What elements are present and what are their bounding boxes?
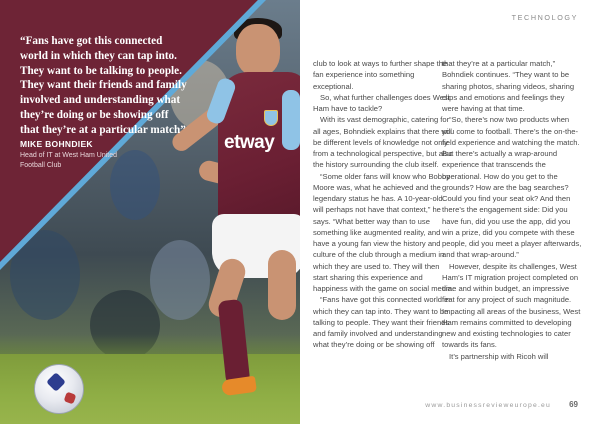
article-paragraph: It’s partnership with Ricoh will (449, 351, 549, 361)
article-paragraph: “Fans have got this connected world in which they can tap into. They want to be talking to people. They want their friends and family involved and understanding what they’re doing or be showing off (313, 295, 451, 350)
article-paragraph: “So, there’s now two products when you come to football. There’s the on-the-field experience and watching the match. But there’s actually a wrap-around experience that transcends the operational. How do you get to the grounds? How are the bag searches? Could you find your seat ok? And then there’s the engagement side: Did you have fun, did you use the app, did you win a prize, did you compete with these people, did you meet a player afterwards, and that wrap-around.” (442, 115, 582, 260)
section-label: TECHNOLOGY (511, 13, 578, 22)
player-left-sock (218, 299, 251, 385)
player-right-leg (268, 250, 296, 320)
quote-author: MIKE BOHNDIEK (20, 139, 93, 149)
quote-author-role: Head of IT at West Ham United Football Club (20, 152, 118, 169)
article-column-2 (442, 58, 582, 362)
player-left-boot (221, 376, 257, 397)
club-badge-icon (264, 110, 278, 126)
player-head (236, 24, 280, 76)
page-number: 69 (569, 400, 578, 409)
football-icon (34, 364, 84, 414)
article-paragraph: club to look at ways to further shape the fan experience into something exceptional. (313, 59, 448, 91)
player-sleeve (282, 90, 300, 150)
article-paragraph: “Some older fans will know who Bobby Moore was, what he achieved and the legendary status he has. A 10-year-old will perhaps not have that context,” he says. “What better way than to use something like augmented reality, and have a young fan view the history and culture of the club through a medium in which they are used to. They will then start sharing this experience and happiness with the game on social media. (313, 171, 454, 293)
footer-website-link[interactable]: www.businessrevieweurope.eu (425, 402, 551, 409)
article-paragraph: that they’re at a particular match,” Bohndiek continues. “They want to be sharing photos, sharing videos, sharing clips and emotions and feelings they were having at that time. (442, 59, 575, 113)
article-column-1 (313, 58, 455, 351)
pull-quote: “Fans have got this connected world in which they can tap into. They want to be talking to people. They want their friends and family involved and understanding what they’re doing or be showing off that they’re at a particular match” (20, 35, 187, 136)
shirt-sponsor: etway (224, 132, 275, 153)
article-paragraph: So, what further challenges does West Ham have to tackle? (313, 92, 450, 113)
article-paragraph: With its vast demographic, catering for all ages, Bohndiek explains that there will be different levels of knowledge not only from a technological perspective, but also the history surrounding the club itself. (313, 115, 453, 170)
article-paragraph: However, despite its challenges, West Ham’s IT migration project completed on time and within budget, an impressive feat for any project of such magnitude. Impacting all areas of the business, West Ham remains committed to developing new and existing technologies to cater towards its fans. (442, 261, 581, 350)
